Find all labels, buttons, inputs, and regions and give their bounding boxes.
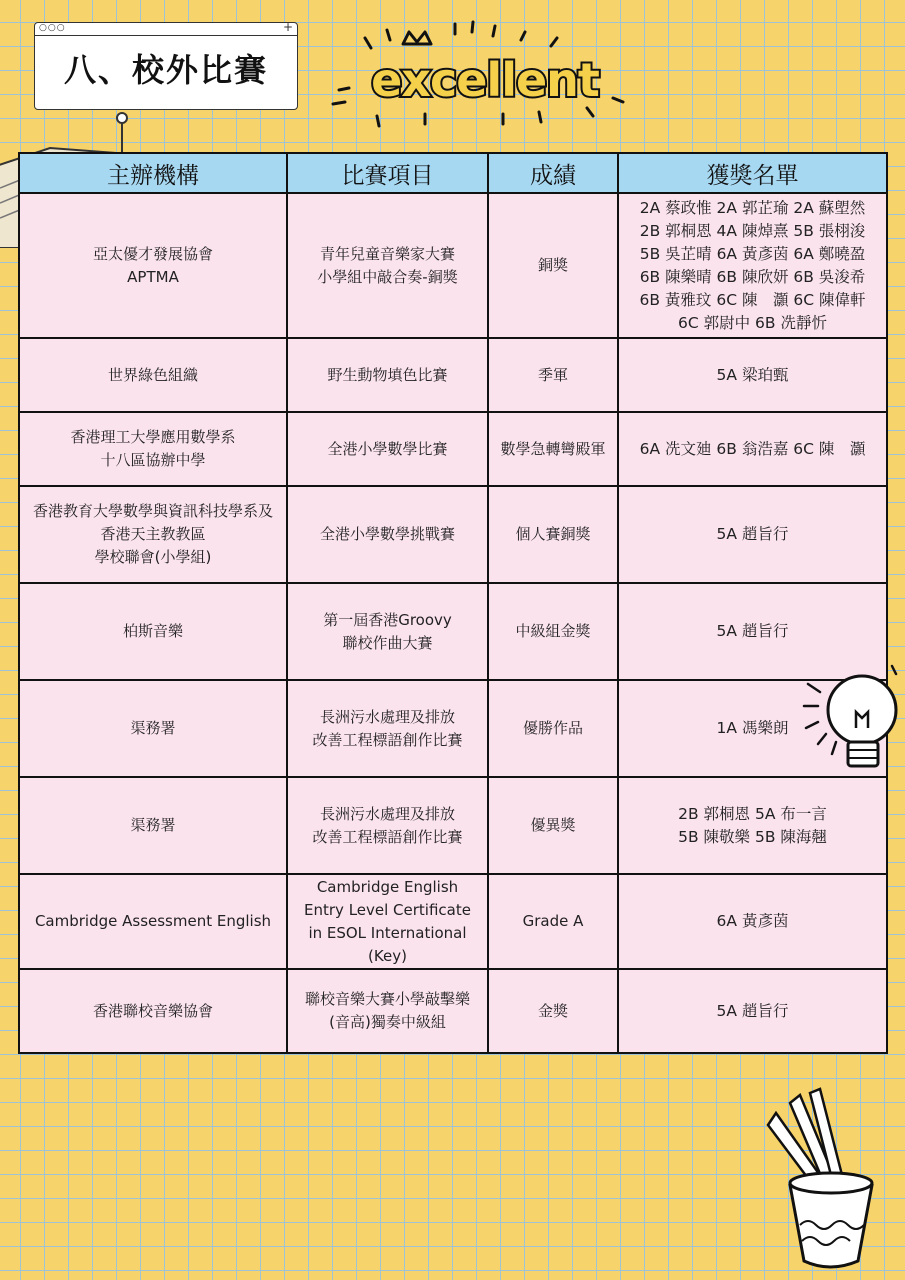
event-cell: [287, 193, 488, 338]
crown-icon: [403, 32, 431, 44]
cell-line: Entry Level Certificate: [304, 900, 471, 919]
cell-line: 金獎: [537, 1001, 568, 1020]
section-title-window: [34, 22, 298, 110]
plus-icon: +: [282, 20, 293, 34]
cell-line: 亞太優才發展協會: [92, 244, 213, 263]
cell-line: 學校聯會(小學組): [94, 548, 212, 566]
cell-line: 聯校音樂大賽小學敲擊樂: [304, 990, 470, 1008]
cell-line: 長洲污水處理及排放: [319, 707, 455, 726]
result-cell: [488, 969, 618, 1053]
cell-line: (Key): [368, 946, 407, 965]
result-cell: [488, 412, 618, 486]
cell-line: 5B 陳敬樂 5B 陳海翹: [678, 827, 827, 846]
cell-line: 6A 冼文廸 6B 翁浩嘉 6C 陳 灝: [639, 439, 866, 458]
organizer-cell: [19, 193, 287, 338]
cell-line: 長洲污水處理及排放: [319, 804, 455, 823]
awards-table: [18, 152, 888, 1054]
cell-line: 5B 吳芷晴 6A 黃彥茵 6A 鄭曉盈: [639, 244, 866, 263]
cell-line: 5A 趙旨行: [716, 622, 789, 640]
table-row: [19, 486, 887, 583]
cell-line: 1A 馮樂朗: [716, 719, 789, 737]
table-row: [19, 874, 887, 969]
cell-line: 改善工程標語創作比賽: [312, 730, 463, 749]
cell-line: 小學組中敲合奏-銅獎: [317, 267, 458, 286]
cell-line: 5A 趙旨行: [716, 525, 789, 543]
cell-line: Cambridge English: [316, 877, 459, 896]
cell-line: 渠務署: [130, 719, 176, 737]
cell-line: 2B 郭桐恩 5A 布一言: [678, 804, 827, 823]
winners-cell: [618, 874, 887, 969]
event-cell: [287, 412, 488, 486]
cell-line: 香港天主教教區: [100, 525, 206, 543]
table-row: [19, 338, 887, 412]
cell-line: 6A 黃彥茵: [716, 912, 789, 930]
cell-line: Cambridge Assessment English: [34, 912, 272, 930]
window-dots-icon: ○○○: [39, 23, 66, 33]
event-cell: [287, 583, 488, 680]
header-result: 成績: [488, 153, 618, 193]
table-row: [19, 193, 887, 338]
organizer-cell: [19, 874, 287, 969]
cell-line: 6B 陳樂晴 6B 陳欣妍 6B 吳浚希: [639, 267, 866, 286]
cell-line: 優勝作品: [522, 719, 583, 737]
cell-line: 第一屆香港Groovy: [323, 610, 452, 629]
event-cell: [287, 486, 488, 583]
cell-line: 中級組金獎: [515, 622, 591, 640]
winners-cell: [618, 193, 887, 338]
cell-line: 數學急轉彎殿軍: [500, 439, 606, 458]
cell-line: 柏斯音樂: [122, 622, 183, 640]
result-cell: [488, 193, 618, 338]
cell-line: Grade A: [522, 912, 584, 930]
organizer-cell: [19, 680, 287, 777]
organizer-cell: [19, 486, 287, 583]
cell-line: APTMA: [127, 267, 179, 286]
cell-line: 野生動物填色比賽: [327, 365, 448, 384]
cell-line: 香港教育大學數學與資訊科技學系及: [32, 502, 273, 520]
excellent-word: excellent: [371, 53, 599, 107]
cell-line: 渠務署: [130, 816, 176, 834]
cell-line: 改善工程標語創作比賽: [312, 827, 463, 846]
cell-line: 香港聯校音樂協會: [92, 1001, 213, 1020]
cell-line: 聯校作曲大賽: [342, 633, 433, 652]
result-cell: [488, 874, 618, 969]
header-organizer: 主辦機構: [19, 153, 287, 193]
cell-line: 青年兒童音樂家大賽: [319, 244, 455, 263]
result-cell: [488, 680, 618, 777]
cell-line: 優異獎: [530, 816, 576, 834]
cell-line: 6B 黃雅玟 6C 陳 灝 6C 陳偉軒: [639, 290, 866, 309]
pencil-cup-icon: [760, 1085, 900, 1270]
table-row: [19, 412, 887, 486]
cell-line: 全港小學數學比賽: [327, 439, 448, 458]
cell-line: 5A 趙旨行: [716, 1001, 789, 1020]
cell-line: 銅獎: [537, 256, 568, 274]
table-row: [19, 583, 887, 680]
event-cell: [287, 969, 488, 1053]
result-cell: [488, 583, 618, 680]
cell-line: 2A 蔡政惟 2A 郭芷瑜 2A 蘇塱然: [639, 198, 866, 217]
table-row: [19, 969, 887, 1053]
table-row: [19, 777, 887, 874]
event-cell: [287, 777, 488, 874]
window-title-bar: [35, 20, 297, 36]
cell-line: 5A 梁珀甄: [716, 365, 789, 384]
cell-line: 世界綠色組織: [107, 365, 198, 384]
organizer-cell: [19, 412, 287, 486]
cell-line: 香港理工大學應用數學系: [70, 428, 236, 446]
cell-line: 2B 郭桐恩 4A 陳焯熹 5B 張栩浚: [639, 221, 866, 240]
winners-cell: [618, 486, 887, 583]
winners-cell: [618, 777, 887, 874]
organizer-cell: [19, 777, 287, 874]
cell-line: 十八區協辦中學: [100, 451, 206, 469]
result-cell: [488, 777, 618, 874]
header-event: 比賽項目: [287, 153, 488, 193]
lightbulb-icon: [800, 662, 905, 782]
table-header-row: [19, 153, 887, 193]
result-cell: [488, 486, 618, 583]
cell-line: (音高)獨奏中級組: [329, 1013, 446, 1031]
cell-line: 季軍: [537, 365, 568, 384]
organizer-cell: [19, 969, 287, 1053]
cell-line: 個人賽銅獎: [515, 525, 591, 543]
event-cell: [287, 338, 488, 412]
winners-cell: [618, 338, 887, 412]
result-cell: [488, 338, 618, 412]
excellent-sticker: [325, 18, 645, 128]
header-winners: 獲獎名單: [618, 153, 887, 193]
page-title: 八、校外比賽: [63, 51, 268, 89]
cell-line: 6C 郭尉中 6B 冼靜忻: [678, 313, 827, 332]
event-cell: [287, 874, 488, 969]
table-row: [19, 680, 887, 777]
cell-line: 全港小學數學挑戰賽: [319, 525, 455, 543]
winners-cell: [618, 412, 887, 486]
organizer-cell: [19, 583, 287, 680]
organizer-cell: [19, 338, 287, 412]
winners-cell: [618, 969, 887, 1053]
cell-line: in ESOL International: [308, 923, 467, 942]
event-cell: [287, 680, 488, 777]
